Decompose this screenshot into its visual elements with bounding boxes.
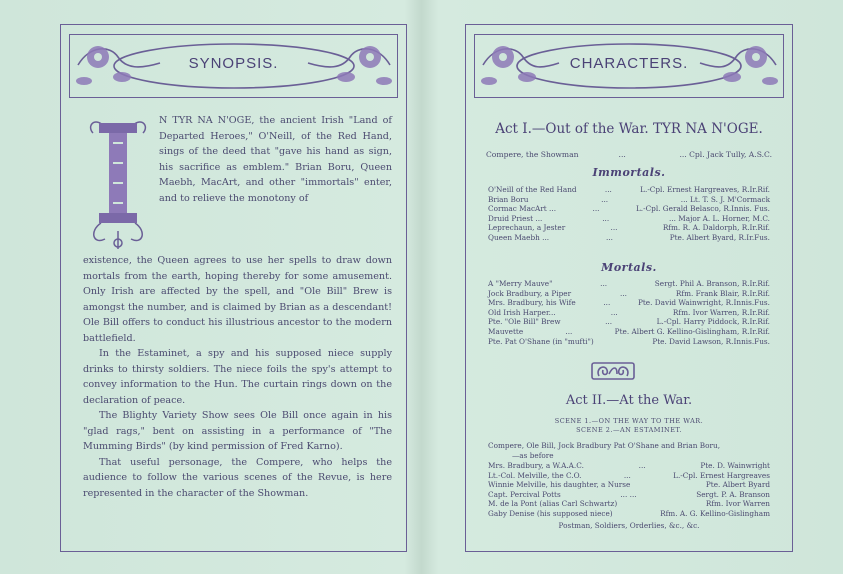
cast-actor: L.-Cpl. Gerald Belasco, R.Innis. Fus.	[635, 204, 770, 214]
synopsis-paragraph-2: In the Estaminet, a spy and his supposed niece supply drinks to thirsty soldiers. The niece foils the spy's attempt to convey information to the Hun. The curtain rings down on the declaration of peace.	[83, 348, 392, 406]
cast-dots	[617, 499, 706, 509]
cast-row	[488, 298, 770, 308]
synopsis-intro: N TYR NA N'OGE, the ancient Irish "Land of Departed Heroes," O'Neill, of the Red Hand, sings of the deed that "gave his hand as sign, his sacrifice as emblem." Brian Boru, Queen Maebh, MacArt, and other "immortals" enter, and to relieve the monotony of	[159, 115, 392, 204]
cast-actor: Sergt. Phil A. Branson, R.Ir.Rif.	[654, 279, 770, 288]
synopsis-paragraph-4: That useful personage, the Compere, who helps the audience to follow the various scenes of the Revue, is here represented in the character of the Showman.	[83, 456, 392, 499]
cast-actor: Rfm. Ivor Warren, R.Ir.Rif.	[672, 307, 770, 317]
act2-cast-list	[488, 461, 770, 519]
cast-role: Gaby Denise (his supposed niece)	[488, 508, 613, 518]
cast-role: Jock Bradbury, a Piper	[488, 288, 572, 298]
cast-dots: ...	[605, 317, 613, 327]
compere-row	[486, 150, 772, 159]
scroll-ornament-icon	[591, 360, 635, 382]
cast-row	[488, 327, 770, 337]
cast-role: Mrs. Bradbury, a W.A.A.C.	[488, 461, 584, 470]
cast-row	[488, 185, 770, 195]
cast-role: O'Neill of the Red Hand	[488, 185, 577, 194]
cast-row	[488, 480, 770, 490]
cast-actor: Sergt. P. A. Branson	[696, 489, 770, 499]
cast-actor: L.-Cpl. Ernest Hargreaves	[673, 470, 770, 480]
scene-1: SCENE 1.—ON THE WAY TO THE WAR.	[554, 417, 704, 425]
cast-dots: ...	[605, 232, 613, 242]
characters-page	[465, 24, 793, 552]
cast-dots: ...	[565, 326, 573, 336]
cast-actor: Rfm. A. G. Kellino-Gislingham	[660, 508, 770, 518]
synopsis-title: SYNOPSIS.	[188, 55, 279, 72]
cast-dots: ...	[602, 213, 610, 223]
synopsis-paragraph-1: existence, the Queen agrees to use her spells to draw down mortals from the earth, hoping thereby for some amusement. Only Irish are affected by the spell, and "Ole Bill" Brew is amongst the number, and is claimed by Brian as a descendant! Ole Bill offers to conduct his illustrious ancestor to the modern battlefield.	[83, 255, 392, 344]
cast-dots: ...	[638, 461, 646, 470]
cast-row	[488, 233, 770, 243]
cast-role: M. de la Pont (alias Carl Schwartz)	[488, 499, 618, 509]
cast-row	[488, 509, 770, 519]
as-before-note: —as before	[512, 450, 554, 460]
immortals-list	[488, 185, 770, 243]
cast-row	[488, 195, 770, 205]
cast-actor: Rfm. Ivor Warren	[705, 499, 770, 509]
cast-dots: ...	[620, 288, 627, 298]
cast-dots: ...	[592, 204, 600, 214]
illuminated-initial-i-icon	[83, 113, 153, 253]
cast-actor: ... Lt. T. S. J. M'Cormack	[680, 194, 770, 204]
ensemble-note: Postman, Soldiers, Orderlies, &c., &c.	[558, 521, 700, 530]
cast-role: Brian Boru	[488, 194, 529, 204]
cast-actor: Pte. David Lawson, R.Innis.Fus.	[652, 336, 770, 346]
cast-row	[488, 317, 770, 327]
cast-role: Capt. Percival Potts	[488, 489, 561, 499]
cast-dots: ...	[623, 470, 631, 480]
cast-row	[488, 499, 770, 509]
cast-role: Queen Maebh ...	[488, 232, 550, 242]
cast-actor: Pte. Albert Byard, R.Ir.Fus.	[669, 232, 770, 242]
cast-dots: ...	[604, 185, 612, 194]
cast-row	[488, 289, 770, 299]
synopsis-paragraph-3: The Blighty Variety Show sees Ole Bill once again in his "glad rags," bent on assisting in a performance of "The Mumming Birds" (by kind permission of Fred Karno).	[83, 410, 392, 452]
cast-role: Compere, the Showman	[486, 150, 579, 159]
immortals-heading: Immortals.	[592, 166, 666, 179]
characters-header	[474, 34, 784, 98]
scene-2: SCENE 2.—AN ESTAMINET.	[576, 426, 682, 434]
cast-role: A "Merry Mauve"	[488, 279, 553, 288]
cast-row	[488, 279, 770, 289]
cast-dots	[630, 480, 706, 490]
cast-role: Leprechaun, a Jester	[488, 223, 566, 233]
cast-role: Old Irish Harper...	[488, 307, 556, 317]
act2-compere	[488, 441, 770, 460]
act2-compere-line: Compere, Ole Bill, Jock Bradbury Pat O'Shane and Brian Boru,	[488, 441, 721, 450]
cast-role: Lt.-Col. Melville, the C.O.	[488, 470, 582, 480]
cast-actor: ... Cpl. Jack Tully, A.S.C.	[679, 150, 772, 159]
cast-row	[488, 214, 770, 224]
characters-title: CHARACTERS.	[569, 55, 689, 72]
cast-actor: L.-Cpl. Ernest Hargreaves, R.Ir.Rif.	[640, 185, 770, 194]
cast-row	[488, 204, 770, 214]
cast-row	[488, 471, 770, 481]
cast-actor: Pte. D. Wainwright	[700, 461, 770, 470]
cast-row	[488, 308, 770, 318]
cast-row	[488, 490, 770, 500]
cast-actor: Rfm. R. A. Daldorph, R.Ir.Rif.	[662, 223, 770, 233]
cast-role: Pte. Pat O'Shane (in "mufti")	[488, 336, 594, 346]
cast-dots: ... ...	[620, 489, 637, 499]
synopsis-header	[69, 34, 398, 98]
cast-role: Pte. "Ole Bill" Brew	[488, 317, 561, 327]
cast-dots: ...	[610, 307, 618, 317]
cast-role: Mauvette	[488, 326, 524, 336]
cast-dots: ...	[601, 194, 609, 204]
cast-dots: ...	[618, 150, 626, 159]
cast-dots: ...	[610, 223, 618, 233]
act2-heading: Act II.—At the War.	[565, 393, 693, 408]
cast-actor: Pte. Albert Byard	[705, 480, 770, 490]
mortals-heading: Mortals.	[601, 261, 657, 274]
cast-role: Mrs. Bradbury, his Wife	[488, 298, 576, 308]
act1-heading: Act I.—Out of the War. TYR NA N'OGE.	[495, 121, 763, 137]
cast-role: Winnie Melville, his daughter, a Nurse	[488, 480, 631, 490]
mortals-list	[488, 279, 770, 346]
cast-actor: Pte. David Wainwright, R.Innis.Fus.	[637, 298, 770, 308]
cast-actor: L.-Cpl. Harry Piddock, R.Ir.Rif.	[656, 317, 770, 327]
scene-list	[466, 417, 792, 435]
cast-actor: Rfm. Frank Blair, R.Ir.Rif.	[675, 288, 770, 298]
cast-dots: ...	[600, 279, 608, 288]
cast-dots	[594, 337, 653, 347]
cast-role: Druid Priest ...	[488, 213, 543, 223]
cast-row	[488, 337, 770, 347]
cast-dots: ...	[603, 298, 611, 308]
cast-row	[488, 223, 770, 233]
cast-actor: ... Major A. L. Horner, M.C.	[669, 213, 770, 223]
cast-row	[488, 461, 770, 471]
cast-role: Cormac MacArt ...	[488, 204, 557, 214]
synopsis-page	[60, 24, 407, 552]
cast-actor: Pte. Albert G. Kellino-Gislingham, R.Ir.Rif.	[614, 326, 770, 336]
cast-dots	[613, 509, 660, 519]
